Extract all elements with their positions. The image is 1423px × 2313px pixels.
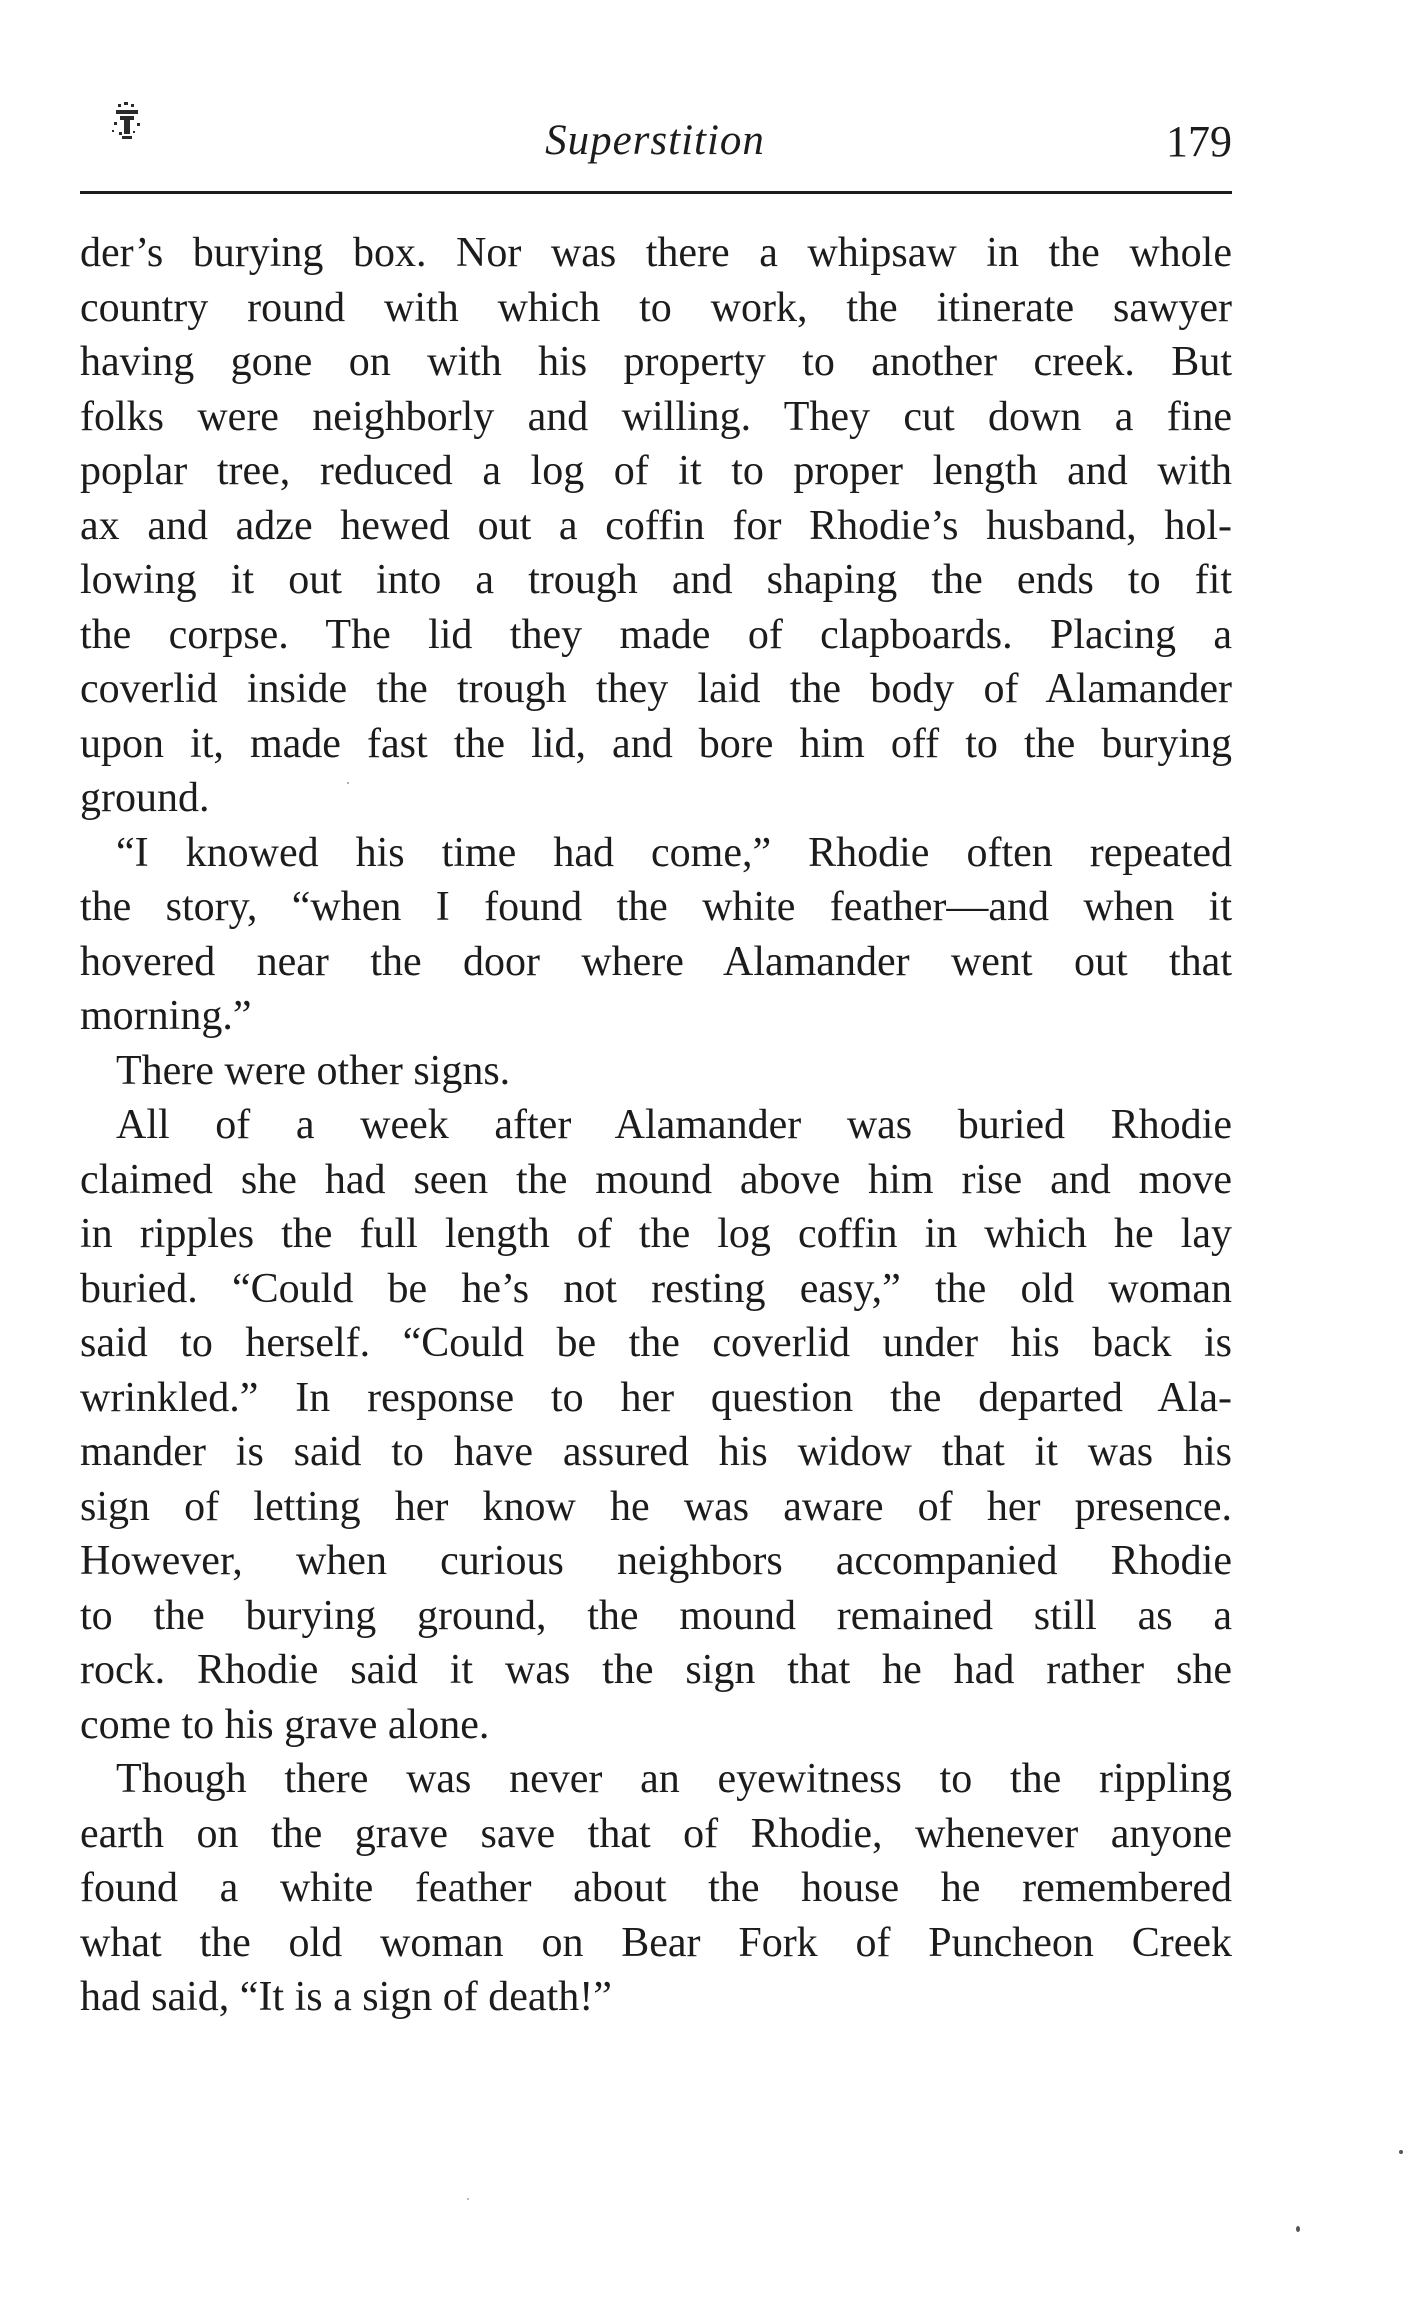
text-line: wrinkled.” In response to her question the departed Ala- [80, 1374, 1232, 1421]
text-line: upon it, made fast the lid, and bore him off to the burying [80, 720, 1232, 767]
text-line: earth on the grave save that of Rhodie, whenever anyone [80, 1810, 1232, 1857]
text-line: coverlid inside the trough they laid the body of Alamander [80, 666, 1232, 712]
text-line: buried. “Could be he’s not resting easy,” the old woman [80, 1265, 1232, 1312]
text-line-paragraph-end: ground. [80, 775, 210, 821]
text-line: hovered near the door where Alamander went out that [80, 938, 1232, 985]
text-line-paragraph-start: Though there was never an eyewitness to the rippling [116, 1756, 1232, 1802]
text-line: sign of letting her know he was aware of her presence. [80, 1483, 1232, 1530]
text-line: lowing it out into a trough and shaping the ends to fit [80, 557, 1232, 603]
page-number: 179 [1166, 117, 1232, 166]
text-line: der’s burying box. Nor was there a whipsaw in the whole [80, 230, 1232, 276]
text-line: mander is said to have assured his widow that it was his [80, 1429, 1232, 1475]
text-line-paragraph-end: come to his grave alone. [80, 1701, 490, 1748]
text-line: However, when curious neighbors accompanied Rhodie [80, 1538, 1232, 1584]
text-line: poplar tree, reduced a log of it to proper length and with [80, 448, 1232, 494]
text-line-paragraph-end: had said, “It is a sign of death!” [80, 1974, 612, 2020]
text-line: folks were neighborly and willing. They cut down a fine [80, 393, 1232, 440]
text-line: country round with which to work, the itinerate sawyer [80, 284, 1232, 331]
text-line: the story, “when I found the white feather—and when it [80, 884, 1232, 930]
text-line: rock. Rhodie said it was the sign that he had rather she [80, 1647, 1232, 1693]
text-line: what the old woman on Bear Fork of Puncheon Creek [80, 1919, 1232, 1966]
text-line: claimed she had seen the mound above him rise and move [80, 1156, 1232, 1203]
text-line-paragraph-single: There were other signs. [116, 1047, 511, 1094]
text-line-paragraph-start: “I knowed his time had come,” Rhodie often repeated [116, 829, 1232, 876]
text-line-paragraph-start: All of a week after Alamander was buried Rhodie [116, 1102, 1232, 1148]
scan-speck [467, 2198, 469, 2200]
scan-speck [1399, 2150, 1403, 2154]
text-line: found a white feather about the house he remembered [80, 1865, 1232, 1911]
text-line: to the burying ground, the mound remained still as a [80, 1592, 1232, 1639]
scan-speck [1296, 2226, 1300, 2232]
scan-speck [347, 782, 349, 784]
text-line: the corpse. The lid they made of clapboards. Placing a [80, 611, 1232, 658]
text-line: said to herself. “Could be the coverlid under his back is [80, 1320, 1232, 1366]
text-line: in ripples the full length of the log coffin in which he lay [80, 1211, 1232, 1257]
running-head [78, 106, 1232, 176]
text-line: ax and adze hewed out a coffin for Rhodie’s husband, hol- [80, 502, 1232, 549]
body-text [80, 226, 1232, 2025]
running-title: Superstition [545, 117, 765, 164]
text-line-paragraph-end: morning.” [80, 993, 252, 1039]
header-rule [80, 191, 1232, 194]
text-line: having gone on with his property to another creek. But [80, 339, 1232, 385]
